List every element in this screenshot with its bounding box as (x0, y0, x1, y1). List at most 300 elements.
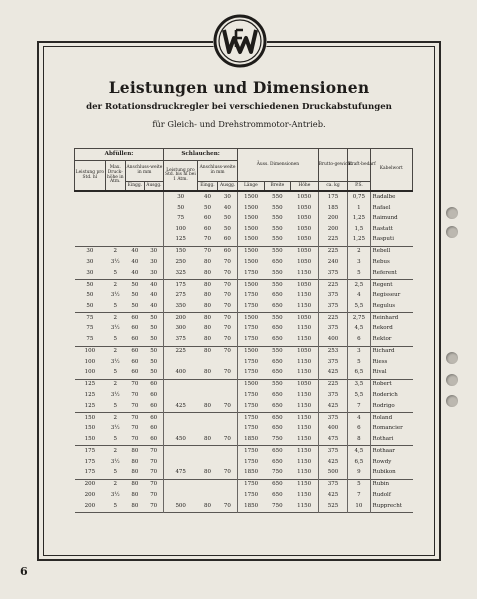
cell-l: 1500 (238, 379, 264, 390)
binder-hole (446, 352, 458, 364)
cell-name: Rebus (370, 258, 412, 268)
cell-l: 1850 (238, 501, 264, 512)
cell-a-l: 100 (84, 358, 96, 365)
cell-s-e (197, 446, 217, 457)
cell-a-d: 2 (113, 348, 118, 355)
cell-a-a: 40 (150, 302, 158, 309)
cell-ps: 5 (348, 268, 370, 279)
cell-b: 650 (272, 458, 283, 465)
cell-s-e: 80 (203, 325, 211, 332)
cell-a-l: 75 (86, 325, 94, 332)
cell-s-a (218, 457, 238, 467)
cell-a-a: 50 (150, 348, 158, 355)
cell-s-e: 80 (203, 369, 211, 376)
cell-kg: 225 (318, 246, 348, 257)
cell-a-d: 3½ (110, 258, 120, 265)
header-abfuellen: Abfüllen: (75, 149, 164, 161)
cell-ps: 5,5 (348, 301, 370, 312)
cell-h: 1150 (297, 269, 312, 276)
table-row-group (75, 346, 413, 379)
cell-b: 650 (272, 447, 283, 454)
cell-a-e: 80 (131, 447, 139, 454)
cell-s-a: 70 (223, 369, 231, 376)
cell-name: Rastatt (370, 224, 412, 234)
cell-a-e: 60 (131, 348, 139, 355)
cell-ps: 2 (348, 246, 370, 257)
cell-a-e: 50 (131, 302, 139, 309)
cell-l: 1750 (238, 446, 264, 457)
cell-kg: 200 (318, 214, 348, 224)
cell-name: Rodrigo (370, 401, 412, 412)
cell-a-d (105, 191, 125, 203)
cell-a-e: 70 (131, 381, 139, 388)
cell-kg: 525 (318, 501, 348, 512)
cell-l: 1750 (238, 391, 264, 401)
cell-l: 1500 (238, 246, 264, 257)
cell-a-l: 150 (84, 425, 96, 432)
cell-l: 1750 (238, 401, 264, 412)
cell-s-e: 80 (203, 502, 211, 509)
cell-a-a: 50 (150, 336, 158, 343)
cell-a-a (144, 235, 163, 246)
cell-h: 1150 (297, 336, 312, 343)
header-kraft-unit: P.S. (348, 182, 370, 192)
cell-ps: 0,75 (348, 191, 370, 203)
header-druckhoehe: Max. Druck-höhe in Atm. (105, 161, 125, 192)
cell-s-a: 70 (223, 502, 231, 509)
header-kabelwort: Kabelwort (370, 149, 412, 192)
table-row (75, 313, 413, 324)
cell-kg: 425 (318, 457, 348, 467)
cell-b: 550 (272, 314, 283, 321)
cell-b: 550 (272, 236, 283, 243)
cell-s-l (164, 491, 198, 502)
cell-a-a: 40 (150, 281, 158, 288)
cell-ps: 8 (348, 434, 370, 445)
cell-a-a: 50 (150, 369, 158, 376)
cell-kg: 375 (318, 301, 348, 312)
cell-kg: 400 (318, 335, 348, 346)
cell-a-e: 70 (131, 436, 139, 443)
cell-s-e: 40 (203, 193, 211, 200)
cell-b: 650 (272, 358, 283, 365)
cell-s-e: 50 (203, 204, 211, 211)
cell-s-a: 70 (223, 269, 231, 276)
cell-name: Raimund (370, 214, 412, 224)
cell-s-e (197, 379, 217, 390)
cell-l: 1850 (238, 434, 264, 445)
cell-l: 1500 (238, 279, 264, 290)
cell-name: Rothaar (370, 446, 412, 457)
table-row (75, 413, 413, 424)
header-kraftbedarf: Kraft-bedarf (348, 149, 370, 182)
cell-a-e: 60 (131, 336, 139, 343)
cell-a-d (105, 203, 125, 213)
cell-ps: 10 (348, 501, 370, 512)
cell-b: 650 (272, 425, 283, 432)
cell-h: 1050 (297, 225, 312, 232)
header-breite: Breite (264, 182, 290, 192)
cell-s-l (164, 424, 198, 434)
cell-name: Rothari (370, 434, 412, 445)
cell-ps: 6,5 (348, 457, 370, 467)
header-hoehe: Höhe (291, 182, 319, 192)
cell-ps: 4 (348, 413, 370, 424)
cell-a-d: 5 (113, 402, 118, 409)
dimensions-table (74, 148, 413, 513)
cell-a-d: 3½ (110, 458, 120, 465)
cell-a-l: 200 (84, 481, 96, 488)
table-row-group (75, 413, 413, 446)
table-row (75, 468, 413, 479)
cell-s-e (197, 424, 217, 434)
cell-s-l (164, 391, 198, 401)
cell-b: 550 (272, 225, 283, 232)
cell-a-l (75, 224, 106, 234)
cell-kg: 225 (318, 313, 348, 324)
cell-s-e (197, 457, 217, 467)
cell-s-l: 175 (164, 279, 198, 290)
cell-h: 1150 (297, 436, 312, 443)
cell-a-d: 3½ (110, 491, 120, 498)
cell-s-a (218, 446, 238, 457)
header-leistung-schl: Leistung pro Std. bis hl bei 1 Atm. (164, 161, 198, 192)
cell-name: Rubikon (370, 468, 412, 479)
table-row-group (75, 279, 413, 312)
cell-s-l: 225 (164, 346, 198, 357)
cell-a-a: 30 (150, 248, 158, 255)
header-eingang: Eingg. (197, 182, 217, 192)
cell-a-e: 70 (131, 402, 139, 409)
table-row (75, 324, 413, 334)
cell-h: 1050 (297, 381, 312, 388)
cell-b: 650 (272, 336, 283, 343)
cell-a-l: 175 (84, 469, 96, 476)
table-row-group (75, 446, 413, 479)
cell-a-l: 125 (84, 381, 96, 388)
cell-s-e (197, 391, 217, 401)
cell-ps: 2,5 (348, 279, 370, 290)
header-ausgang: Ausgg. (144, 182, 163, 192)
cell-name: Rubin (370, 479, 412, 490)
cell-name: Rebell (370, 246, 412, 257)
cell-b: 550 (272, 269, 283, 276)
cell-kg: 400 (318, 424, 348, 434)
cell-a-d: 5 (113, 436, 118, 443)
cell-b: 650 (272, 369, 283, 376)
cell-a-e (125, 235, 144, 246)
cell-ps: 4,5 (348, 324, 370, 334)
cell-s-a: 50 (223, 215, 231, 222)
header-laenge: Länge (238, 182, 264, 192)
cell-s-e: 60 (203, 225, 211, 232)
table-row (75, 446, 413, 457)
cell-a-l (75, 214, 106, 224)
cell-a-a: 60 (150, 425, 158, 432)
cell-kg: 375 (318, 357, 348, 367)
table-row (75, 479, 413, 490)
cell-name: Reinhard (370, 313, 412, 324)
cell-ps: 6 (348, 424, 370, 434)
cell-b: 550 (272, 193, 283, 200)
cell-l: 1500 (238, 214, 264, 224)
cell-s-l: 450 (164, 434, 198, 445)
cell-h: 1150 (297, 392, 312, 399)
cell-ps: 3 (348, 346, 370, 357)
cell-s-l: 125 (164, 235, 198, 246)
header-anschluss-abf: Anschluss-weite in mm (125, 161, 163, 182)
cell-ps: 9 (348, 468, 370, 479)
cell-s-e (197, 413, 217, 424)
cell-a-l: 200 (84, 502, 96, 509)
cell-b: 550 (272, 248, 283, 255)
cell-a-a: 70 (150, 481, 158, 488)
cell-a-a: 50 (150, 314, 158, 321)
cell-h: 1150 (297, 369, 312, 376)
cell-s-a: 70 (223, 281, 231, 288)
cell-h: 1150 (297, 502, 312, 509)
cell-s-a (218, 357, 238, 367)
cell-b: 550 (272, 348, 283, 355)
cell-h: 1150 (297, 491, 312, 498)
cell-s-l (164, 413, 198, 424)
cell-name: Regent (370, 279, 412, 290)
cell-a-l: 100 (84, 369, 96, 376)
cell-s-a: 70 (223, 314, 231, 321)
cell-a-e: 50 (131, 292, 139, 299)
cell-s-l: 100 (164, 224, 198, 234)
cell-a-d: 2 (113, 481, 118, 488)
cell-l: 1500 (238, 224, 264, 234)
cell-h: 1150 (297, 325, 312, 332)
cell-a-l: 50 (86, 292, 94, 299)
cell-l: 1500 (238, 191, 264, 203)
cell-l: 1500 (238, 346, 264, 357)
cell-a-l (75, 191, 106, 203)
cell-s-e: 70 (203, 236, 211, 243)
cell-ps: 6 (348, 335, 370, 346)
cell-a-l: 175 (84, 447, 96, 454)
cell-l: 1500 (238, 313, 264, 324)
cell-ps: 1,25 (348, 214, 370, 224)
cell-ps: 1,5 (348, 224, 370, 234)
cell-name: Rupprecht (370, 501, 412, 512)
cell-h: 1050 (297, 215, 312, 222)
cell-a-d: 5 (113, 269, 118, 276)
cell-s-e: 60 (203, 215, 211, 222)
cell-ps: 3 (348, 258, 370, 268)
table-row-group (75, 313, 413, 346)
company-logo (213, 14, 267, 68)
cell-s-l: 50 (164, 203, 198, 213)
cell-b: 550 (272, 281, 283, 288)
cell-h: 1050 (297, 314, 312, 321)
cell-name: Rafael (370, 203, 412, 213)
cell-a-d: 3½ (110, 292, 120, 299)
cell-s-a (218, 413, 238, 424)
table-row (75, 357, 413, 367)
cell-s-l: 30 (164, 191, 198, 203)
cell-kg: 375 (318, 268, 348, 279)
cell-l: 1750 (238, 268, 264, 279)
cell-l: 1500 (238, 235, 264, 246)
cell-name: Rudolf (370, 491, 412, 502)
cell-b: 750 (272, 469, 283, 476)
cell-name: Robert (370, 379, 412, 390)
cell-s-l (164, 479, 198, 490)
cell-a-d: 2 (113, 414, 118, 421)
table-row (75, 235, 413, 246)
cell-s-a (218, 391, 238, 401)
cell-s-l: 300 (164, 324, 198, 334)
table-row (75, 457, 413, 467)
cell-b: 550 (272, 204, 283, 211)
cell-ps: 3,5 (348, 379, 370, 390)
table-row (75, 434, 413, 445)
table-row (75, 301, 413, 312)
cell-s-a: 70 (223, 348, 231, 355)
cell-s-l: 75 (164, 214, 198, 224)
cell-s-a: 70 (223, 402, 231, 409)
table-row (75, 379, 413, 390)
cell-b: 650 (272, 414, 283, 421)
cell-ps: 4,5 (348, 446, 370, 457)
cell-a-l: 125 (84, 392, 96, 399)
cell-name: Romancier (370, 424, 412, 434)
cell-s-e: 80 (203, 292, 211, 299)
cell-ps: 7 (348, 401, 370, 412)
header-dimensionen: Äuss. Dimensionen (238, 149, 318, 182)
cell-b: 650 (272, 491, 283, 498)
cell-h: 1150 (297, 358, 312, 365)
cell-a-a: 50 (150, 325, 158, 332)
cell-kg: 175 (318, 191, 348, 203)
table-row (75, 191, 413, 203)
table-row-group (75, 379, 413, 412)
cell-s-l (164, 446, 198, 457)
cell-a-e: 60 (131, 358, 139, 365)
cell-a-d: 5 (113, 336, 118, 343)
cell-a-d: 3½ (110, 358, 120, 365)
table-row (75, 268, 413, 279)
cell-ps: 2,75 (348, 313, 370, 324)
table-row-group (75, 191, 413, 246)
cell-h: 1150 (297, 292, 312, 299)
table-row (75, 279, 413, 290)
cell-a-d (105, 224, 125, 234)
cell-a-d: 5 (113, 369, 118, 376)
cell-kg: 475 (318, 434, 348, 445)
cell-a-e: 40 (131, 269, 139, 276)
cell-a-e: 40 (131, 258, 139, 265)
cell-a-e: 80 (131, 481, 139, 488)
cell-s-a: 70 (223, 292, 231, 299)
cell-a-l: 75 (86, 314, 94, 321)
cell-a-a: 30 (150, 269, 158, 276)
cell-l: 1750 (238, 491, 264, 502)
cell-name: Regisseur (370, 291, 412, 301)
cell-s-l (164, 457, 198, 467)
cell-a-a (144, 214, 163, 224)
cell-b: 550 (272, 215, 283, 222)
cell-s-l: 250 (164, 258, 198, 268)
cell-s-a: 50 (223, 225, 231, 232)
cell-name: Rowdy (370, 457, 412, 467)
cell-s-l: 375 (164, 335, 198, 346)
cell-s-l: 275 (164, 291, 198, 301)
cell-s-l: 200 (164, 313, 198, 324)
cell-kg: 425 (318, 401, 348, 412)
cell-a-a: 70 (150, 447, 158, 454)
cell-l: 1500 (238, 258, 264, 268)
cell-a-a: 60 (150, 381, 158, 388)
cell-s-e: 80 (203, 269, 211, 276)
cell-b: 650 (272, 392, 283, 399)
cell-a-e: 70 (131, 392, 139, 399)
table-row (75, 401, 413, 412)
cell-a-d (105, 214, 125, 224)
table-row (75, 224, 413, 234)
cell-s-a: 70 (223, 258, 231, 265)
cell-b: 650 (272, 325, 283, 332)
cell-s-a: 60 (223, 248, 231, 255)
cell-s-e: 80 (203, 258, 211, 265)
cell-h: 1050 (297, 193, 312, 200)
cell-a-l: 50 (86, 281, 94, 288)
cell-a-d: 2 (113, 447, 118, 454)
cell-kg: 425 (318, 491, 348, 502)
table-row (75, 203, 413, 213)
header-schlauchen: Schlauchen: (164, 149, 238, 161)
cell-s-e (197, 479, 217, 490)
cell-b: 750 (272, 502, 283, 509)
cell-name: Rasputi (370, 235, 412, 246)
cell-a-a (144, 224, 163, 234)
cell-name: Riess (370, 357, 412, 367)
page-number: 6 (20, 565, 28, 578)
cell-a-d: 5 (113, 302, 118, 309)
cell-a-d: 5 (113, 502, 118, 509)
cell-a-l: 200 (84, 491, 96, 498)
cell-a-l: 30 (86, 248, 94, 255)
cell-a-l: 150 (84, 414, 96, 421)
cell-h: 1050 (297, 281, 312, 288)
cell-s-l: 400 (164, 368, 198, 379)
cell-a-e: 60 (131, 325, 139, 332)
cell-a-a: 60 (150, 392, 158, 399)
cell-a-a: 70 (150, 491, 158, 498)
cell-a-d: 3½ (110, 425, 120, 432)
header-gewicht: Brutto-gewicht (318, 149, 348, 182)
cell-kg: 425 (318, 368, 348, 379)
cell-a-l: 175 (84, 458, 96, 465)
cell-a-a (144, 203, 163, 213)
cell-s-a: 30 (223, 193, 231, 200)
binder-hole (446, 395, 458, 407)
cell-ps: 1,25 (348, 235, 370, 246)
cell-kg: 375 (318, 324, 348, 334)
cell-s-e: 80 (203, 281, 211, 288)
cell-l: 1850 (238, 468, 264, 479)
cell-s-a: 40 (223, 204, 231, 211)
cell-l: 1750 (238, 457, 264, 467)
cell-kg: 225 (318, 235, 348, 246)
cell-s-l (164, 357, 198, 367)
cell-s-a: 70 (223, 302, 231, 309)
cell-h: 1050 (297, 258, 312, 265)
cell-l: 1750 (238, 424, 264, 434)
table-row-group (75, 479, 413, 512)
